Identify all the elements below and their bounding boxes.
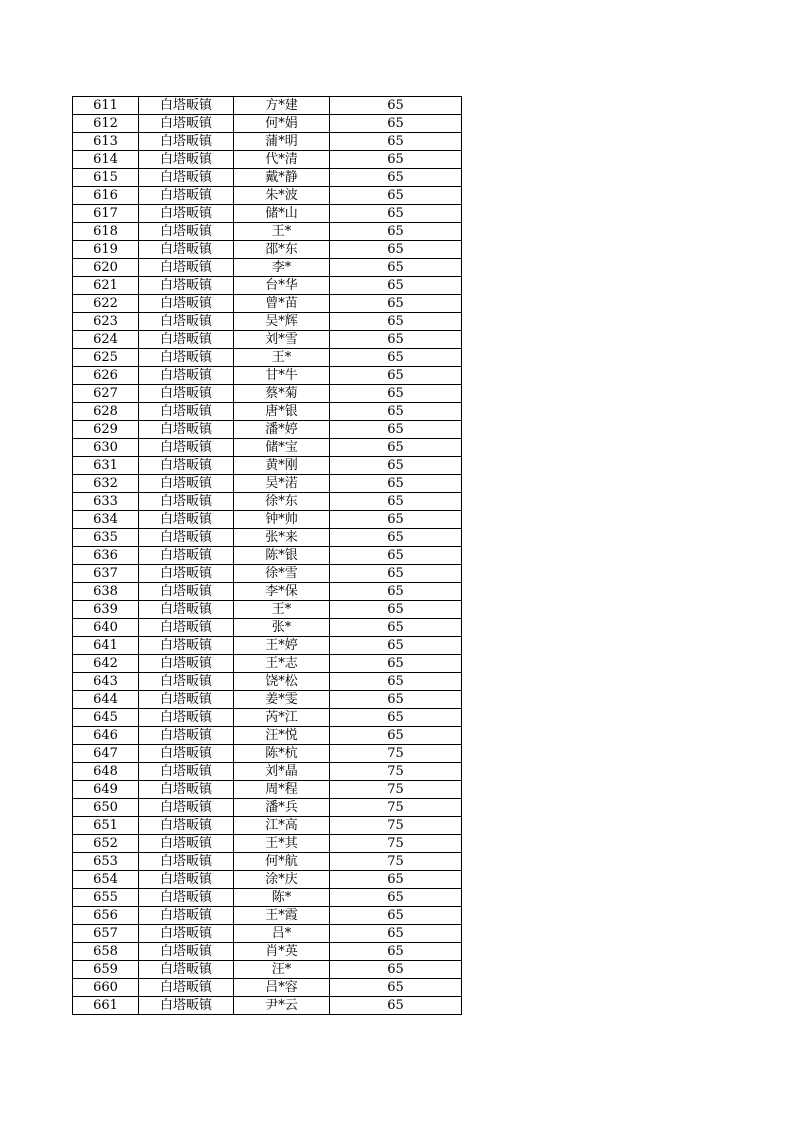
amount-cell: 65 [330,475,462,493]
amount-cell: 65 [330,187,462,205]
table-row [73,547,462,565]
town-cell: 白塔畈镇 [139,511,234,529]
row-number-cell: 654 [73,871,139,889]
name-cell: 涂*庆 [234,871,330,889]
row-number-cell: 618 [73,223,139,241]
table-row [73,871,462,889]
town-cell: 白塔畈镇 [139,565,234,583]
town-cell: 白塔畈镇 [139,907,234,925]
table-row [73,187,462,205]
row-number-cell: 647 [73,745,139,763]
amount-cell: 65 [330,313,462,331]
amount-cell: 65 [330,637,462,655]
amount-cell: 65 [330,151,462,169]
town-cell: 白塔畈镇 [139,781,234,799]
row-number-cell: 622 [73,295,139,313]
row-number-cell: 623 [73,313,139,331]
row-number-cell: 634 [73,511,139,529]
name-cell: 蔡*菊 [234,385,330,403]
name-cell: 李* [234,259,330,277]
name-cell: 潘*婷 [234,421,330,439]
name-cell: 陈*银 [234,547,330,565]
table-row [73,133,462,151]
name-cell: 周*程 [234,781,330,799]
row-number-cell: 635 [73,529,139,547]
row-number-cell: 614 [73,151,139,169]
table-row [73,583,462,601]
name-cell: 唐*银 [234,403,330,421]
town-cell: 白塔畈镇 [139,241,234,259]
row-number-cell: 617 [73,205,139,223]
name-cell: 王*婷 [234,637,330,655]
amount-cell: 65 [330,907,462,925]
town-cell: 白塔畈镇 [139,673,234,691]
amount-cell: 65 [330,655,462,673]
table-row [73,97,462,115]
town-cell: 白塔畈镇 [139,889,234,907]
name-cell: 邵*东 [234,241,330,259]
amount-cell: 65 [330,961,462,979]
name-cell: 陈* [234,889,330,907]
table-row [73,889,462,907]
town-cell: 白塔畈镇 [139,205,234,223]
row-number-cell: 656 [73,907,139,925]
town-cell: 白塔畈镇 [139,619,234,637]
name-cell: 江*高 [234,817,330,835]
amount-cell: 65 [330,673,462,691]
amount-cell: 75 [330,835,462,853]
name-cell: 刘*晶 [234,763,330,781]
town-cell: 白塔畈镇 [139,853,234,871]
row-number-cell: 628 [73,403,139,421]
row-number-cell: 615 [73,169,139,187]
row-number-cell: 651 [73,817,139,835]
name-cell: 徐*东 [234,493,330,511]
name-cell: 芮*江 [234,709,330,727]
name-cell: 戴*静 [234,169,330,187]
row-number-cell: 616 [73,187,139,205]
name-cell: 汪* [234,961,330,979]
table-row [73,673,462,691]
amount-cell: 65 [330,241,462,259]
amount-cell: 75 [330,763,462,781]
name-cell: 台*华 [234,277,330,295]
name-cell: 何*航 [234,853,330,871]
amount-cell: 65 [330,889,462,907]
amount-cell: 65 [330,133,462,151]
town-cell: 白塔畈镇 [139,601,234,619]
amount-cell: 65 [330,223,462,241]
town-cell: 白塔畈镇 [139,133,234,151]
amount-cell: 65 [330,529,462,547]
row-number-cell: 633 [73,493,139,511]
town-cell: 白塔畈镇 [139,259,234,277]
town-cell: 白塔畈镇 [139,655,234,673]
amount-cell: 65 [330,925,462,943]
table-row [73,313,462,331]
row-number-cell: 643 [73,673,139,691]
row-number-cell: 620 [73,259,139,277]
town-cell: 白塔畈镇 [139,943,234,961]
row-number-cell: 659 [73,961,139,979]
amount-cell: 65 [330,709,462,727]
row-number-cell: 648 [73,763,139,781]
name-cell: 曾*苗 [234,295,330,313]
amount-cell: 65 [330,997,462,1015]
town-cell: 白塔畈镇 [139,313,234,331]
name-cell: 张* [234,619,330,637]
table-row [73,961,462,979]
town-cell: 白塔畈镇 [139,835,234,853]
name-cell: 肖*英 [234,943,330,961]
table-row [73,511,462,529]
row-number-cell: 627 [73,385,139,403]
amount-cell: 65 [330,169,462,187]
name-cell: 王*霞 [234,907,330,925]
amount-cell: 65 [330,421,462,439]
name-cell: 王* [234,601,330,619]
name-cell: 朱*波 [234,187,330,205]
table-row [73,223,462,241]
row-number-cell: 630 [73,439,139,457]
town-cell: 白塔畈镇 [139,709,234,727]
town-cell: 白塔畈镇 [139,187,234,205]
town-cell: 白塔畈镇 [139,403,234,421]
amount-cell: 65 [330,385,462,403]
town-cell: 白塔畈镇 [139,493,234,511]
amount-cell: 75 [330,745,462,763]
town-cell: 白塔畈镇 [139,817,234,835]
name-cell: 汪*悦 [234,727,330,745]
table-row [73,925,462,943]
town-cell: 白塔畈镇 [139,277,234,295]
name-cell: 尹*云 [234,997,330,1015]
town-cell: 白塔畈镇 [139,637,234,655]
name-cell: 王* [234,223,330,241]
town-cell: 白塔畈镇 [139,871,234,889]
row-number-cell: 658 [73,943,139,961]
town-cell: 白塔畈镇 [139,421,234,439]
table-row [73,241,462,259]
table-row [73,997,462,1015]
table-row [73,745,462,763]
name-cell: 储*山 [234,205,330,223]
town-cell: 白塔畈镇 [139,529,234,547]
amount-cell: 65 [330,871,462,889]
town-cell: 白塔畈镇 [139,979,234,997]
table-row [73,277,462,295]
row-number-cell: 637 [73,565,139,583]
town-cell: 白塔畈镇 [139,961,234,979]
name-cell: 李*保 [234,583,330,601]
amount-cell: 65 [330,583,462,601]
row-number-cell: 641 [73,637,139,655]
table-row [73,259,462,277]
row-number-cell: 660 [73,979,139,997]
town-cell: 白塔畈镇 [139,997,234,1015]
name-cell: 甘*牛 [234,367,330,385]
table-row [73,655,462,673]
name-cell: 代*清 [234,151,330,169]
town-cell: 白塔畈镇 [139,691,234,709]
town-cell: 白塔畈镇 [139,97,234,115]
table-row [73,853,462,871]
table-row [73,295,462,313]
name-cell: 储*宝 [234,439,330,457]
amount-cell: 65 [330,277,462,295]
amount-cell: 65 [330,331,462,349]
row-number-cell: 646 [73,727,139,745]
row-number-cell: 626 [73,367,139,385]
amount-cell: 65 [330,403,462,421]
amount-cell: 65 [330,727,462,745]
table-row [73,475,462,493]
name-cell: 何*娟 [234,115,330,133]
name-cell: 吴*辉 [234,313,330,331]
town-cell: 白塔畈镇 [139,439,234,457]
table-row [73,151,462,169]
amount-cell: 75 [330,817,462,835]
name-cell: 吕* [234,925,330,943]
amount-cell: 65 [330,115,462,133]
table-row [73,169,462,187]
name-cell: 黄*刚 [234,457,330,475]
amount-cell: 65 [330,205,462,223]
row-number-cell: 619 [73,241,139,259]
town-cell: 白塔畈镇 [139,457,234,475]
town-cell: 白塔畈镇 [139,799,234,817]
name-cell: 王*志 [234,655,330,673]
table-row [73,331,462,349]
row-number-cell: 655 [73,889,139,907]
name-cell: 潘*兵 [234,799,330,817]
amount-cell: 65 [330,547,462,565]
row-number-cell: 625 [73,349,139,367]
table-row [73,349,462,367]
table-row [73,421,462,439]
table-row [73,619,462,637]
table-row [73,637,462,655]
town-cell: 白塔畈镇 [139,169,234,187]
row-number-cell: 645 [73,709,139,727]
name-cell: 饶*松 [234,673,330,691]
amount-cell: 65 [330,691,462,709]
amount-cell: 65 [330,565,462,583]
row-number-cell: 650 [73,799,139,817]
row-number-cell: 611 [73,97,139,115]
amount-cell: 65 [330,619,462,637]
amount-cell: 65 [330,979,462,997]
amount-cell: 75 [330,799,462,817]
table-row [73,799,462,817]
row-number-cell: 612 [73,115,139,133]
table-body [73,97,462,1015]
table-row [73,457,462,475]
table-row [73,529,462,547]
table-row [73,115,462,133]
name-cell: 陈*杭 [234,745,330,763]
table-row [73,565,462,583]
town-cell: 白塔畈镇 [139,583,234,601]
table-row [73,709,462,727]
town-cell: 白塔畈镇 [139,385,234,403]
amount-cell: 65 [330,259,462,277]
town-cell: 白塔畈镇 [139,367,234,385]
row-number-cell: 613 [73,133,139,151]
row-number-cell: 640 [73,619,139,637]
table-row [73,367,462,385]
row-number-cell: 632 [73,475,139,493]
amount-cell: 65 [330,493,462,511]
town-cell: 白塔畈镇 [139,223,234,241]
row-number-cell: 636 [73,547,139,565]
row-number-cell: 657 [73,925,139,943]
name-cell: 吴*渃 [234,475,330,493]
town-cell: 白塔畈镇 [139,475,234,493]
row-number-cell: 639 [73,601,139,619]
amount-cell: 65 [330,439,462,457]
table-row [73,835,462,853]
name-cell: 吕*容 [234,979,330,997]
town-cell: 白塔畈镇 [139,349,234,367]
table-row [73,943,462,961]
town-cell: 白塔畈镇 [139,745,234,763]
name-cell: 王*其 [234,835,330,853]
amount-cell: 65 [330,349,462,367]
name-cell: 方*建 [234,97,330,115]
name-cell: 刘*雪 [234,331,330,349]
table-row [73,817,462,835]
amount-cell: 65 [330,943,462,961]
amount-cell: 75 [330,853,462,871]
amount-cell: 75 [330,781,462,799]
table-row [73,979,462,997]
town-cell: 白塔畈镇 [139,331,234,349]
amount-cell: 65 [330,457,462,475]
row-number-cell: 624 [73,331,139,349]
name-cell: 徐*雪 [234,565,330,583]
table-row [73,907,462,925]
name-cell: 张*来 [234,529,330,547]
table-row [73,601,462,619]
row-number-cell: 653 [73,853,139,871]
table-row [73,439,462,457]
name-cell: 钟*帅 [234,511,330,529]
row-number-cell: 652 [73,835,139,853]
amount-cell: 65 [330,295,462,313]
row-number-cell: 621 [73,277,139,295]
town-cell: 白塔畈镇 [139,925,234,943]
name-cell: 姜*雯 [234,691,330,709]
row-number-cell: 649 [73,781,139,799]
table-row [73,727,462,745]
town-cell: 白塔畈镇 [139,115,234,133]
town-cell: 白塔畈镇 [139,763,234,781]
amount-cell: 65 [330,97,462,115]
town-cell: 白塔畈镇 [139,151,234,169]
table-row [73,403,462,421]
table-row [73,385,462,403]
row-number-cell: 642 [73,655,139,673]
data-table [72,96,462,1015]
table-row [73,781,462,799]
amount-cell: 65 [330,511,462,529]
row-number-cell: 629 [73,421,139,439]
row-number-cell: 644 [73,691,139,709]
amount-cell: 65 [330,601,462,619]
town-cell: 白塔畈镇 [139,547,234,565]
row-number-cell: 661 [73,997,139,1015]
table-row [73,763,462,781]
table-row [73,205,462,223]
town-cell: 白塔畈镇 [139,295,234,313]
amount-cell: 65 [330,367,462,385]
row-number-cell: 631 [73,457,139,475]
row-number-cell: 638 [73,583,139,601]
name-cell: 王* [234,349,330,367]
table-row [73,493,462,511]
name-cell: 蒲*明 [234,133,330,151]
table-row [73,691,462,709]
town-cell: 白塔畈镇 [139,727,234,745]
